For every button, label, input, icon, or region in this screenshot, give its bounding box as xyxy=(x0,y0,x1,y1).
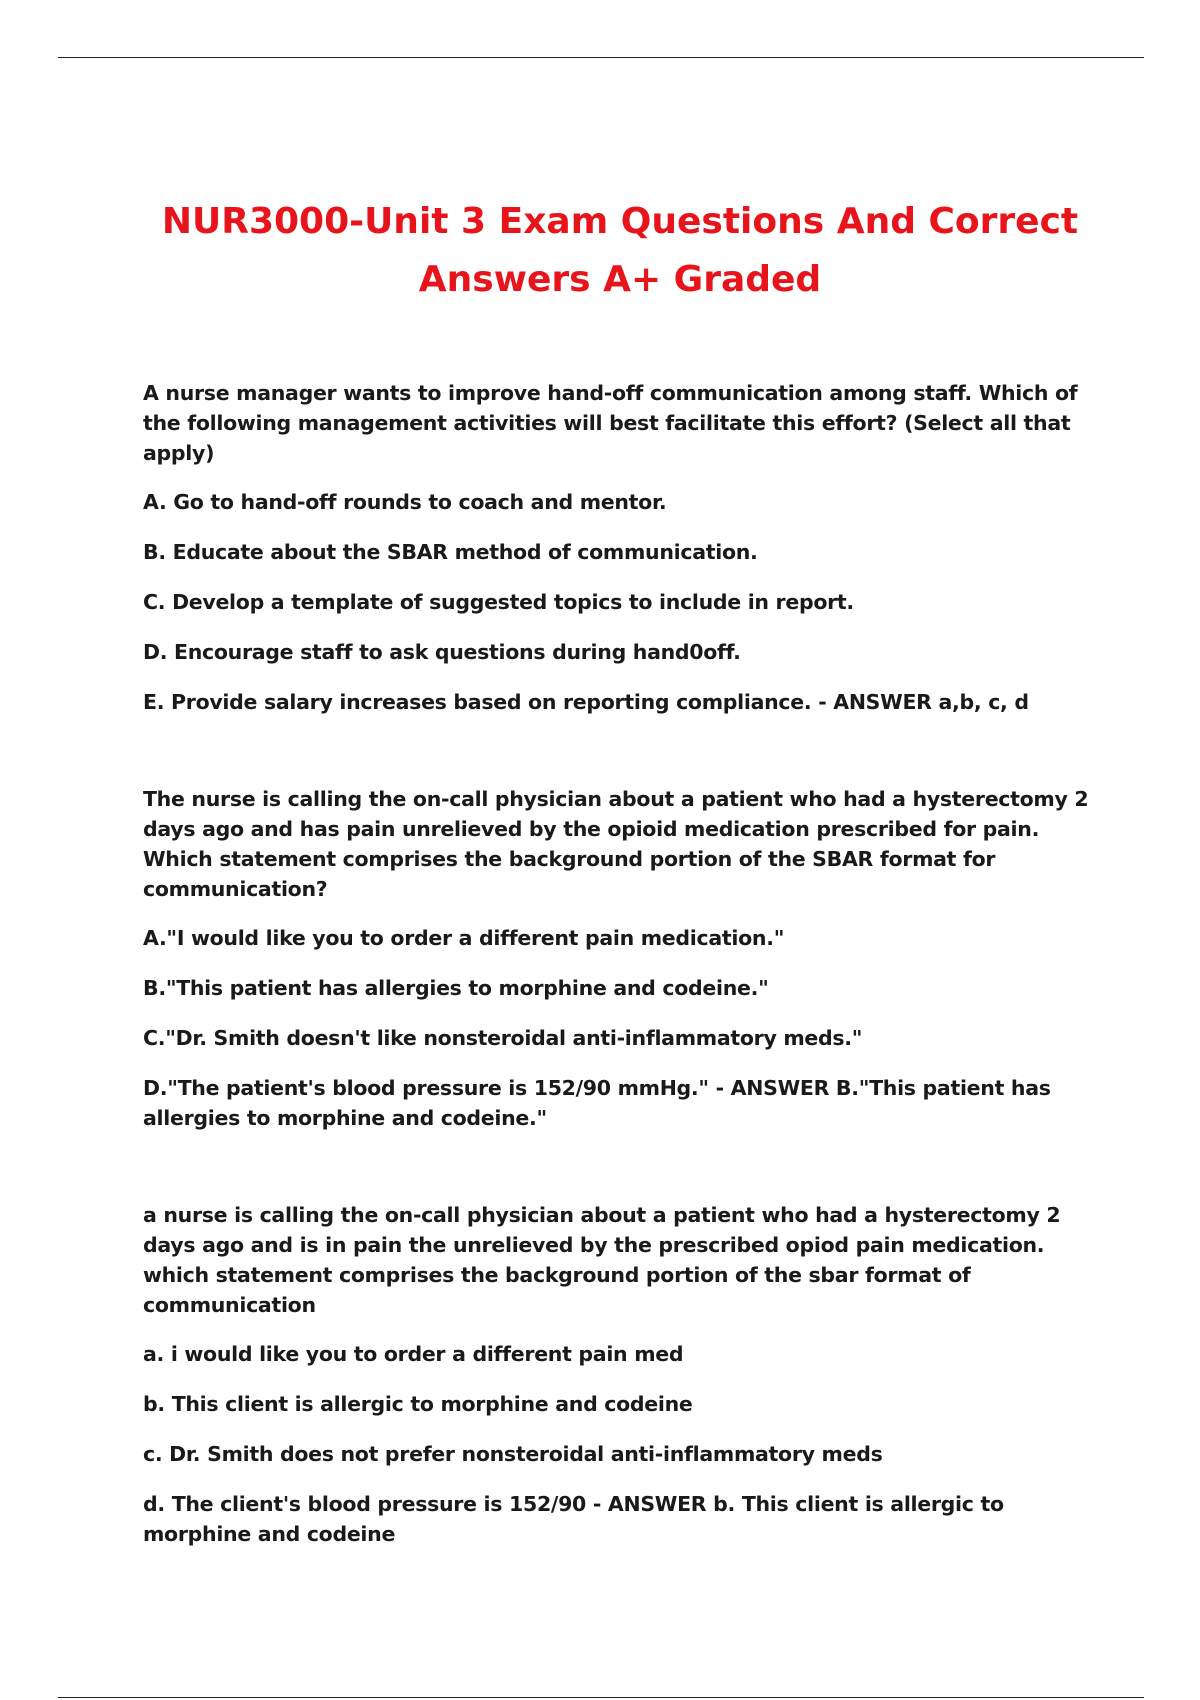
question-text: The nurse is calling the on-call physician about a patient who had a hysterectomy 2 days ago and has pain unrelieved by the opioid medication prescribed for pain. Which statement comprises the background portion of the SBAR format for communication? xyxy=(143,787,1089,901)
top-rule xyxy=(58,57,1144,58)
answer-option: E. Provide salary increases based on reporting compliance. - ANSWER a,b, c, d xyxy=(143,690,1029,714)
answer-option: B. Educate about the SBAR method of communication. xyxy=(143,540,758,564)
question-text: a nurse is calling the on-call physician about a patient who had a hysterectomy 2 days ago and is in pain the unrelieved by the prescribed opiod pain medication. which statement comprises the background portion of the sbar format of communication xyxy=(143,1203,1061,1317)
answer-option: A."I would like you to order a different pain medication." xyxy=(143,926,785,950)
question-1 xyxy=(143,378,1103,717)
title-line-1: NUR3000-Unit 3 Exam Questions And Correct xyxy=(161,201,1079,242)
answer-option: C."Dr. Smith doesn't like nonsteroidal anti-inflammatory meds." xyxy=(143,1026,863,1050)
question-3 xyxy=(143,1200,1103,1549)
answer-option: C. Develop a template of suggested topics to include in report. xyxy=(143,590,854,614)
answer-option: c. Dr. Smith does not prefer nonsteroidal anti-inflammatory meds xyxy=(143,1442,883,1466)
answer-option: a. i would like you to order a different pain med xyxy=(143,1342,684,1366)
answer-option: D."The patient's blood pressure is 152/90 mmHg." - ANSWER B."This patient has allergies to morphine and codeine." xyxy=(143,1076,1051,1130)
bottom-rule xyxy=(58,1697,1144,1698)
question-text: A nurse manager wants to improve hand-off communication among staff. Which of the following management activities will best facilitate this effort? (Select all that apply) xyxy=(143,381,1078,465)
title-line-2: Answers A+ Graded xyxy=(418,259,822,300)
answer-option: b. This client is allergic to morphine and codeine xyxy=(143,1392,693,1416)
question-2 xyxy=(143,784,1103,1133)
answer-option: A. Go to hand-off rounds to coach and mentor. xyxy=(143,490,667,514)
answer-option: B."This patient has allergies to morphine and codeine." xyxy=(143,976,769,1000)
answer-option: D. Encourage staff to ask questions during hand0off. xyxy=(143,640,741,664)
document-title xyxy=(100,193,1140,309)
answer-option: d. The client's blood pressure is 152/90 - ANSWER b. This client is allergic to morphine and codeine xyxy=(143,1492,1004,1546)
document-body xyxy=(143,378,1103,1549)
